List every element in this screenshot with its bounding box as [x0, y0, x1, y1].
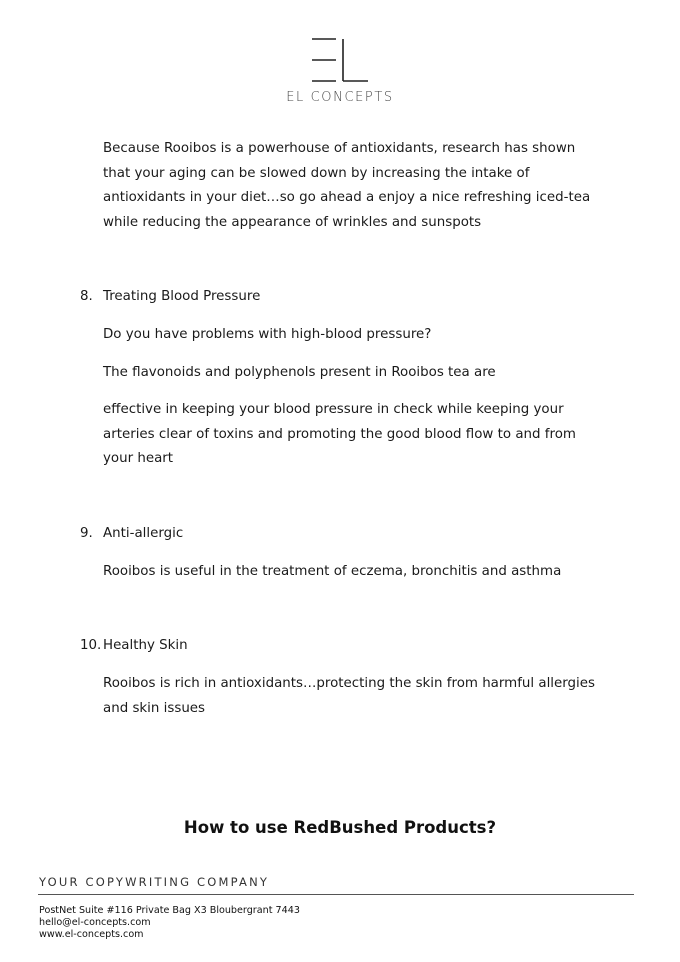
list-item-title: Anti-allergic	[103, 526, 184, 541]
paragraph-line: your heart	[103, 451, 174, 466]
paragraph: The flavonoids and polyphenols present in Rooibos tea are	[103, 365, 496, 380]
footer-email: hello@el-concepts.com	[39, 917, 151, 928]
paragraph	[103, 672, 603, 721]
paragraph-line: arteries clear of toxins and promoting the good blood flow to and from	[103, 426, 576, 442]
intro-line: antioxidants in your diet…so go ahead a enjoy a nice refreshing iced-tea	[103, 190, 591, 205]
paragraph: Do you have problems with high-blood pressure?	[103, 327, 432, 342]
paragraph-line: and skin issues	[103, 700, 206, 716]
footer-divider	[38, 894, 634, 895]
intro-line: while reducing the appearance of wrinkles and sunspots	[103, 214, 482, 230]
el-monogram-icon	[310, 38, 370, 84]
intro-line: Because Rooibos is a powerhouse of antioxidants, research has shown	[103, 141, 576, 156]
footer-tagline: YOUR COPYWRITING COMPANY	[39, 875, 270, 889]
list-item-title: Healthy Skin	[103, 638, 188, 653]
paragraph: Rooibos is useful in the treatment of eczema, bronchitis and asthma	[103, 564, 562, 579]
logo	[0, 38, 680, 105]
logo-text: EL CONCEPTS	[286, 90, 394, 105]
intro-line: that your aging can be slowed down by increasing the intake of	[103, 165, 530, 181]
list-number: 9.	[80, 526, 93, 541]
list-number: 10.	[80, 638, 102, 653]
paragraph-line: effective in keeping your blood pressure in check while keeping your	[103, 402, 564, 417]
footer-address: PostNet Suite #116 Private Bag X3 Bloubergrant 7443	[39, 905, 300, 916]
section-heading: How to use RedBushed Products?	[183, 818, 497, 837]
list-number: 8.	[80, 289, 93, 304]
paragraph	[103, 398, 603, 472]
paragraph-line: Rooibos is rich in antioxidants…protecting the skin from harmful allergies	[103, 676, 595, 691]
intro-paragraph	[103, 137, 603, 235]
footer-website: www.el-concepts.com	[39, 929, 144, 940]
list-item-title: Treating Blood Pressure	[103, 289, 261, 304]
